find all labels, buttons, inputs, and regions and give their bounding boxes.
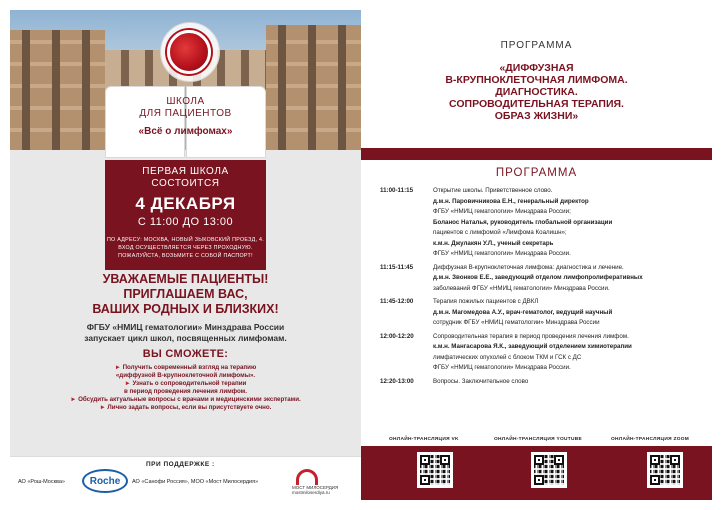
schedule-text: ФГБУ «НМИЦ гематологии» Минздрава России. (433, 364, 571, 371)
benefits-list (10, 364, 361, 412)
schedule-text: ФГБУ «НМИЦ гематологии» Минздрава России. (433, 250, 571, 257)
schedule-time (380, 308, 433, 319)
qr-finder (554, 455, 564, 465)
sponsors-title: ПРИ ПОДДЕРЖКЕ : (146, 461, 215, 468)
schedule-text: Боланос Наталья, руководитель глобальной организации (433, 218, 613, 226)
invite-line1: УВАЖАЕМЫЕ ПАЦИЕНТЫ! (102, 272, 269, 286)
schedule (380, 186, 705, 390)
schedule-text: Сопроводительная терапия в период проведения лечения лимфом. (433, 332, 629, 340)
qr-finder (534, 455, 544, 465)
list-item-text: в период проведения лечения лимфом. (124, 388, 247, 395)
invitation (10, 272, 361, 317)
most-miloserdiya-logo (292, 469, 352, 495)
event-info-block (105, 160, 266, 270)
schedule-row (380, 207, 705, 218)
mm-text (292, 485, 338, 495)
qr-code-vk[interactable] (417, 452, 453, 488)
schedule-time (380, 318, 433, 329)
schedule-time (380, 249, 433, 260)
schedule-text: заболеваний ФГБУ «НМИЦ гематологии» Минздрава России. (433, 284, 610, 292)
list-item (10, 372, 361, 380)
bridge-icon (296, 469, 318, 485)
qr-pattern (650, 455, 680, 485)
arrow-icon: ► (114, 364, 123, 371)
qr-finder (420, 475, 430, 485)
qr-finder (650, 455, 660, 465)
schedule-text: д.м.н. Паровичникова Е.Н., генеральный директор (433, 197, 589, 205)
building-left (10, 30, 105, 150)
schedule-row (380, 284, 705, 295)
qr-pattern (534, 455, 564, 485)
list-item (10, 388, 361, 396)
schedule-row (380, 342, 705, 353)
schedule-row (380, 363, 705, 374)
list-item-text: Узнать о сопроводительной терапии (132, 380, 247, 387)
school-audience: ДЛЯ ПАЦИЕНТОВ (139, 108, 232, 119)
arrow-icon: ► (99, 404, 108, 411)
program-label-2: ПРОГРАММА (495, 167, 578, 179)
schedule-time (380, 363, 433, 374)
list-item (10, 404, 361, 412)
you-can-title: ВЫ СМОЖЕТЕ: (142, 348, 229, 360)
schedule-time: 11:45-12:00 (380, 298, 414, 305)
schedule-row (380, 318, 705, 329)
event-date: 4 ДЕКАБРЯ (135, 194, 236, 213)
org-line2: запускает цикл школ, посвященных лимфомам. (84, 333, 287, 343)
school-label: ШКОЛА (166, 96, 205, 107)
qr-finder (420, 455, 430, 465)
online-zoom-label: ОНЛАЙН-ТРАНСЛЯЦИЯ ZOOM (611, 437, 690, 442)
program-label: ПРОГРАММА (500, 40, 573, 51)
invite-line2: ПРИГЛАШАЕМ ВАС, (123, 287, 248, 301)
schedule-row (380, 197, 705, 208)
qr-finder (670, 455, 680, 465)
online-vk-label: ОНЛАЙН-ТРАНСЛЯЦИЯ VK (389, 437, 459, 442)
title-line: ОБРАЗ ЖИЗНИ» (494, 110, 579, 122)
list-item (10, 380, 361, 388)
list-item (10, 396, 361, 404)
arrow-icon: ► (70, 396, 79, 403)
schedule-text: Диффузная В-крупноклеточная лимфома: диагностика и лечение. (433, 263, 624, 271)
schedule-time (380, 218, 433, 229)
mm-name: МОСТ МИЛОСЕРДИЯ (292, 485, 339, 490)
other-sponsors: АО «Санофи Россия», МОО «Мост Милосердия» (132, 479, 259, 485)
qr-finder (650, 475, 660, 485)
schedule-row (380, 308, 705, 319)
arrow-icon: ► (124, 380, 133, 387)
schedule-time (380, 273, 433, 284)
passport-note: ПОЖАЛУЙСТА, ВОЗЬМИТЕ С СОБОЙ ПАСПОРТ! (118, 253, 253, 259)
schedule-text: д.м.н. Звонков Е.Е., заведующий отделом лимфопролиферативных (433, 274, 643, 281)
schedule-time (380, 207, 433, 218)
organizer-text (10, 322, 361, 344)
left-panel (10, 10, 361, 500)
schedule-row (380, 353, 705, 364)
list-item-text: Лично задать вопросы, если вы присутствуете очно. (107, 404, 272, 411)
list-item-text: «диффузной В-крупноклеточной лимфомы». (115, 372, 256, 379)
title-line: «ДИФФУЗНАЯ (499, 62, 574, 74)
online-youtube-label: ОНЛАЙН-ТРАНСЛЯЦИЯ YOUTUBE (494, 437, 583, 442)
event-line2: СОСТОИТСЯ (151, 178, 220, 189)
program-header (361, 10, 712, 150)
building-right (266, 25, 361, 150)
poster (10, 10, 712, 500)
qr-pattern (420, 455, 450, 485)
address-line: ПО АДРЕСУ: МОСКВА, НОВЫЙ ЗЫКОВСКИЙ ПРОЕЗД, 4. (106, 237, 265, 243)
divider-band (361, 148, 712, 160)
schedule-time: 11:00-11:15 (380, 187, 414, 194)
schedule-time (380, 284, 433, 295)
book-illustration (105, 86, 266, 166)
title-line: В-КРУПНОКЛЕТОЧНАЯ ЛИМФОМА. (445, 74, 628, 86)
schedule-row (380, 332, 705, 343)
schedule-row (380, 273, 705, 284)
list-item-text: Обсудить актуальные вопросы с врачами и медицинскими экспертами. (78, 396, 301, 403)
schedule-text: Вопросы. Заключительное слово (433, 377, 529, 385)
school-name: «Всё о лимфомах» (138, 126, 233, 137)
right-panel (361, 10, 712, 500)
hematology-logo-icon (167, 30, 211, 74)
schedule-row (380, 249, 705, 260)
schedule-row (380, 186, 705, 197)
schedule-row (380, 297, 705, 308)
qr-finder (440, 455, 450, 465)
schedule-text: сотрудник ФГБУ «НМИЦ гематологии» Минздрава России (433, 319, 600, 326)
schedule-text: Открытие школы. Приветственное слово. (433, 187, 553, 194)
schedule-time: 12:20-13:00 (380, 377, 414, 385)
schedule-time (380, 228, 433, 239)
schedule-row (380, 228, 705, 239)
book-text (105, 96, 266, 137)
schedule-text: к.м.н. Джулакян У.Л., ученый секретарь (433, 239, 554, 247)
schedule-time (380, 239, 433, 250)
schedule-row (380, 377, 705, 388)
roche-org: АО «Рош-Москва» (18, 479, 65, 485)
entry-note: ВХОД ОСУЩЕСТВЛЯЕТСЯ ЧЕРЕЗ ПРОХОДНУЮ. (118, 245, 253, 251)
schedule-row (380, 263, 705, 274)
schedule-time (380, 197, 433, 208)
schedule-row (380, 218, 705, 229)
qr-code-zoom[interactable] (647, 452, 683, 488)
list-item (10, 364, 361, 372)
invite-line3: ВАШИХ РОДНЫХ И БЛИЗКИХ! (92, 302, 279, 316)
schedule-row (380, 239, 705, 250)
schedule-time (380, 353, 433, 364)
qr-finder (534, 475, 544, 485)
event-address (105, 236, 266, 260)
schedule-text: ФГБУ «НМИЦ гематологии» Минздрава России; (433, 208, 571, 215)
program-title (361, 62, 712, 122)
org-line1: ФГБУ «НМИЦ гематологии» Минздрава России (86, 322, 285, 332)
sponsors-bar (10, 456, 361, 500)
event-time: С 11:00 ДО 13:00 (137, 216, 234, 228)
mm-url: mostmiloserdiya.ru (292, 490, 330, 495)
list-item-text: Получить современный взгляд на терапию (122, 364, 257, 371)
schedule-time (380, 342, 433, 353)
schedule-text: к.м.н. Мангасарова Я.К., заведующий отделением химиотерапии (433, 343, 632, 350)
schedule-text: д.м.н. Магомедова А.У., врач-гематолог, ведущий научный (433, 308, 613, 316)
event-line1: ПЕРВАЯ ШКОЛА (142, 166, 229, 177)
schedule-text: пациентов с лимфомой «Лимфома Коалишн»; (433, 229, 567, 236)
schedule-text: лимфатических опухолей с блоком ТКМ и ГСК с ДС (433, 353, 582, 361)
qr-code-youtube[interactable] (531, 452, 567, 488)
title-line: ДИАГНОСТИКА. (495, 86, 578, 98)
schedule-text: Терапия пожилых пациентов с ДВКЛ (433, 298, 539, 305)
roche-logo: Roche (82, 469, 128, 493)
title-line: СОПРОВОДИТЕЛЬНАЯ ТЕРАПИЯ. (449, 98, 624, 110)
schedule-gap (380, 387, 705, 390)
schedule-time: 12:00-12:20 (380, 332, 414, 340)
schedule-time: 11:15-11:45 (380, 263, 414, 271)
